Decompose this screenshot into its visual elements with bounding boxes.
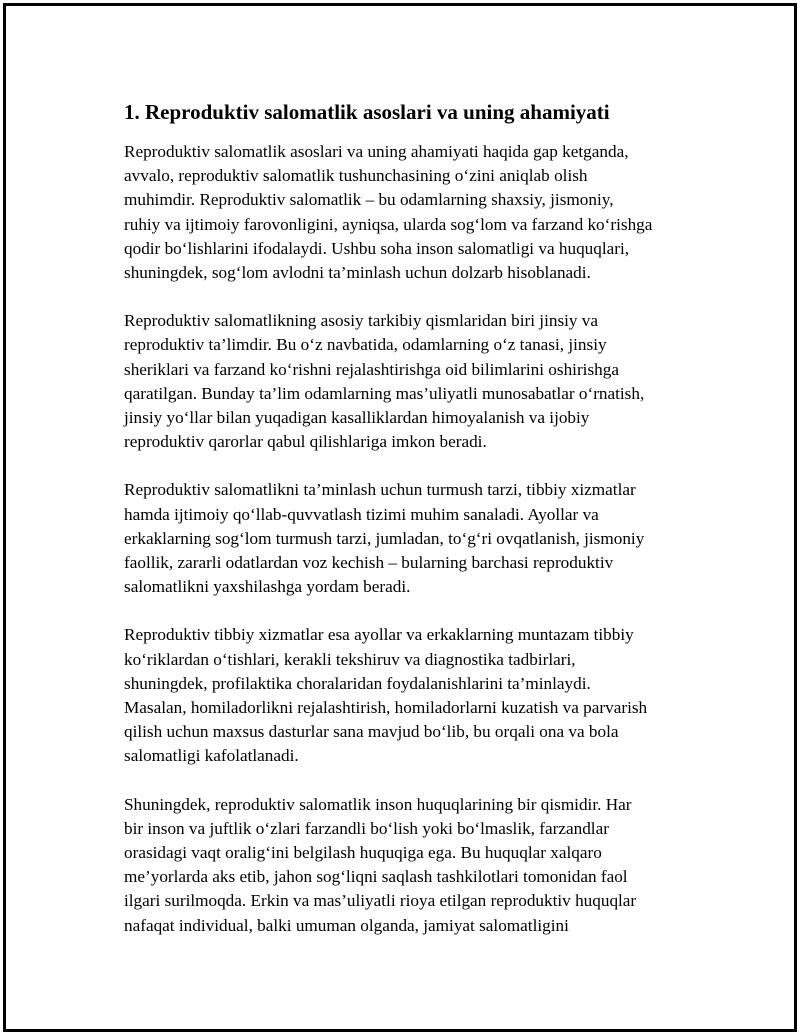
text-line: reproduktiv ta’limdir. Bu o‘z navbatida, odamlarning o‘z tanasi, jinsiy <box>124 335 607 355</box>
text-line: jinsiy yo‘llar bilan yuqadigan kasalliklardan himoyalanish va ijobiy <box>124 408 590 428</box>
text-line: Reproduktiv salomatlikning asosiy tarkibiy qismlaridan biri jinsiy va <box>124 311 599 331</box>
text-line: avvalo, reproduktiv salomatlik tushunchasining o‘zini aniqlab olish <box>124 166 588 186</box>
text-line: nafaqat individual, balki umuman olganda, jamiyat salomatligini <box>124 915 569 935</box>
text-line: salomatligi kafolatlanadi. <box>124 746 299 766</box>
text-line: bir inson va juftlik o‘zlari farzandli bo‘lish yoki bo‘lmaslik, farzandlar <box>124 818 609 838</box>
section-heading: 1. Reproduktiv salomatlik asoslari va uning ahamiyati <box>124 100 610 124</box>
page-frame <box>3 3 797 1032</box>
text-line: faollik, zararli odatlardan voz kechish – bularning barchasi reproduktiv <box>124 553 614 573</box>
text-line: ilgari surilmoqda. Erkin va mas’uliyatli rioya etilgan reproduktiv huquqlar <box>124 891 637 911</box>
paragraph-3 <box>124 478 694 599</box>
text-line: Reproduktiv tibbiy xizmatlar esa ayollar va erkaklarning muntazam tibbiy <box>124 625 634 645</box>
text-line: salomatlikni yaxshilashga yordam beradi. <box>124 577 411 597</box>
paragraph-1 <box>124 140 694 285</box>
text-line: ruhiy va ijtimoiy farovonligini, ayniqsa, ularda sog‘lom va farzand ko‘rishga <box>124 214 653 234</box>
text-line: erkaklarning sog‘lom turmush tarzi, jumladan, to‘g‘ri ovqatlanish, jismoniy <box>124 528 645 548</box>
text-line: orasidagi vaqt oralig‘ini belgilash huquqiga ega. Bu huquqlar xalqaro <box>124 843 602 863</box>
paragraph-5 <box>124 793 694 938</box>
text-line: qilish uchun maxsus dasturlar sana mavjud bo‘lib, bu orqali ona va bola <box>124 722 619 742</box>
text-line: Reproduktiv salomatlikni ta’minlash uchun turmush tarzi, tibbiy xizmatlar <box>124 480 636 500</box>
text-line: sheriklari va farzand ko‘rishni rejalashtirishga oid bilimlarini oshirishga <box>124 359 619 379</box>
text-line: qodir bo‘lishlarini ifodalaydi. Ushbu soha inson salomatligi va huquqlari, <box>124 238 630 258</box>
paragraph-4 <box>124 623 694 768</box>
text-line: Reproduktiv salomatlik asoslari va uning ahamiyati haqida gap ketganda, <box>124 142 629 161</box>
text-line: shuningdek, sog‘lom avlodni ta’minlash uchun dolzarb hisoblanadi. <box>124 263 591 283</box>
text-line: qaratilgan. Bunday ta’lim odamlarning mas’uliyatli munosabatlar o‘rnatish, <box>124 383 645 403</box>
text-line: hamda ijtimoiy qo‘llab-quvvatlash tizimi muhim sanaladi. Ayollar va <box>124 504 599 524</box>
document-body <box>124 98 694 962</box>
text-line: Masalan, homiladorlikni rejalashtirish, homiladorlarni kuzatish va parvarish <box>124 698 648 718</box>
text-line: Shuningdek, reproduktiv salomatlik inson huquqlarining bir qismidir. Har <box>124 794 632 814</box>
text-line: me’yorlarda aks etib, jahon sog‘liqni saqlash tashkilotlari tomonidan faol <box>124 867 628 887</box>
text-line: shuningdek, profilaktika choralaridan foydalanishlarini ta’minlaydi. <box>124 673 591 693</box>
text-line: reproduktiv qarorlar qabul qilishlariga imkon beradi. <box>124 432 487 452</box>
paragraph-2 <box>124 309 694 454</box>
text-line: muhimdir. Reproduktiv salomatlik – bu odamlarning shaxsiy, jismoniy, <box>124 190 614 210</box>
text-line: ko‘riklardan o‘tishlari, kerakli tekshiruv va diagnostika tadbirlari, <box>124 649 576 669</box>
